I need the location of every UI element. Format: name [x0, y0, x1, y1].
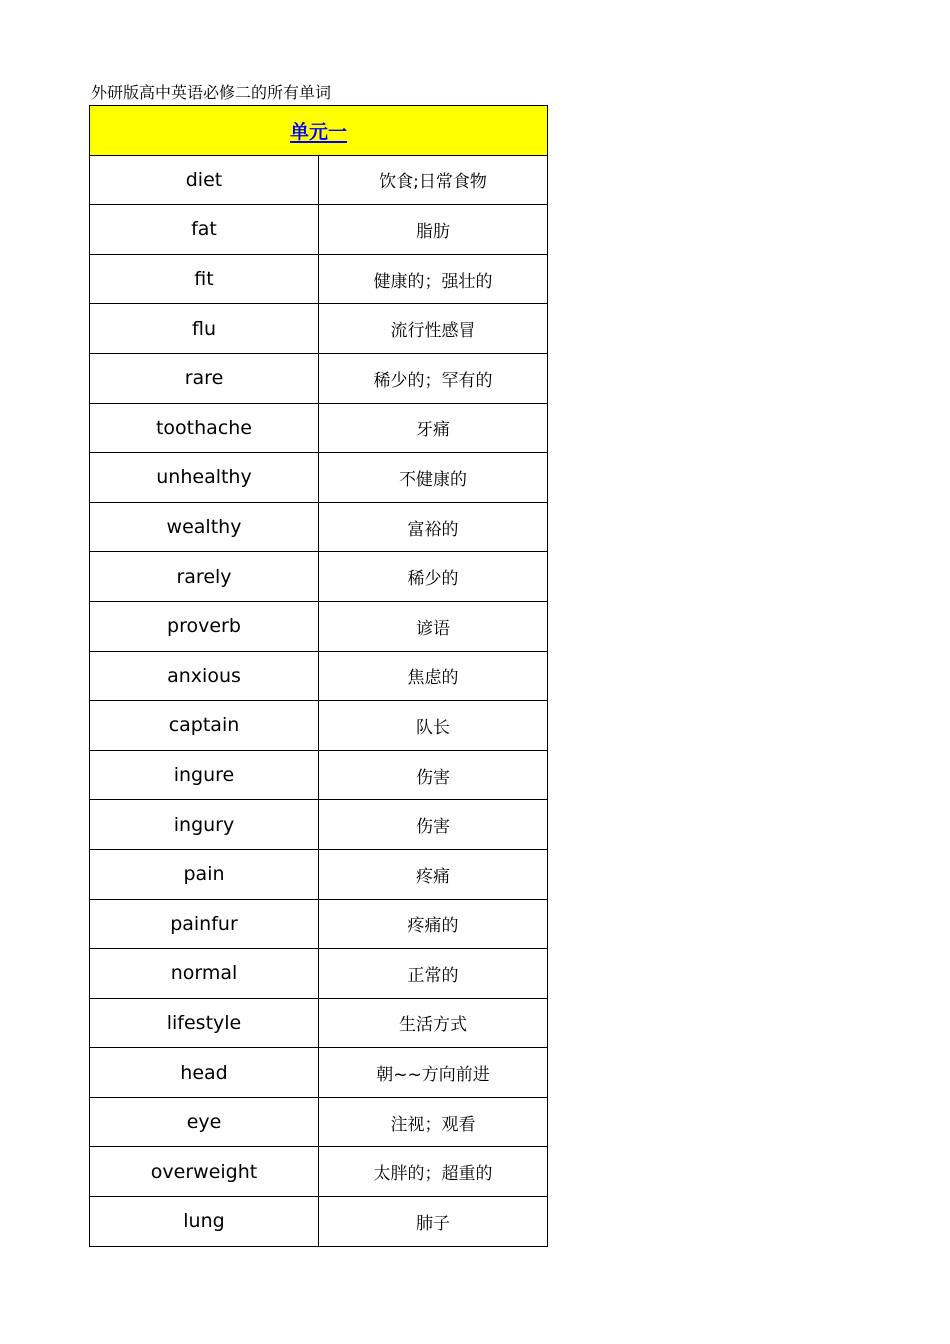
word-cell: captain [90, 701, 319, 751]
meaning-cell: 生活方式 [319, 998, 548, 1048]
table-row [90, 949, 548, 999]
word-cell: proverb [90, 601, 319, 651]
table-row [90, 601, 548, 651]
vocabulary-table [89, 105, 548, 1247]
meaning-cell: 疼痛的 [319, 899, 548, 949]
word-cell: painfur [90, 899, 319, 949]
table-row [90, 899, 548, 949]
meaning-cell: 不健康的 [319, 453, 548, 503]
table-row [90, 998, 548, 1048]
meaning-cell: 伤害 [319, 750, 548, 800]
table-row [90, 502, 548, 552]
table-row [90, 1197, 548, 1247]
meaning-cell: 队长 [319, 701, 548, 751]
unit-header-row [90, 106, 548, 156]
table-row [90, 701, 548, 751]
table-row [90, 849, 548, 899]
word-cell: lifestyle [90, 998, 319, 1048]
word-cell: normal [90, 949, 319, 999]
table-row [90, 155, 548, 205]
meaning-cell: 疼痛 [319, 849, 548, 899]
vocabulary-table-body [90, 106, 548, 1247]
word-cell: rare [90, 353, 319, 403]
word-cell: rarely [90, 552, 319, 602]
word-cell: unhealthy [90, 453, 319, 503]
word-cell: eye [90, 1097, 319, 1147]
word-cell: fit [90, 254, 319, 304]
table-row [90, 403, 548, 453]
table-row [90, 453, 548, 503]
table-row [90, 205, 548, 255]
table-row [90, 800, 548, 850]
word-cell: ingure [90, 750, 319, 800]
table-row [90, 353, 548, 403]
meaning-cell: 健康的；强壮的 [319, 254, 548, 304]
word-cell: anxious [90, 651, 319, 701]
table-row [90, 1048, 548, 1098]
meaning-cell: 饮食;日常食物 [319, 155, 548, 205]
table-row [90, 304, 548, 354]
unit-header-label: 单元一 [289, 120, 347, 143]
word-cell: diet [90, 155, 319, 205]
page-title: 外研版高中英语必修二的所有单词 [91, 83, 332, 102]
word-cell: ingury [90, 800, 319, 850]
word-cell: wealthy [90, 502, 319, 552]
meaning-cell: 伤害 [319, 800, 548, 850]
meaning-cell: 谚语 [319, 601, 548, 651]
meaning-cell: 流行性感冒 [319, 304, 548, 354]
meaning-cell: 朝~~方向前进 [319, 1048, 548, 1098]
table-row [90, 254, 548, 304]
meaning-cell: 太胖的；超重的 [319, 1147, 548, 1197]
meaning-cell: 富裕的 [319, 502, 548, 552]
table-row [90, 750, 548, 800]
unit-header-cell [90, 106, 548, 156]
meaning-cell: 注视；观看 [319, 1097, 548, 1147]
table-row [90, 1097, 548, 1147]
word-cell: lung [90, 1197, 319, 1247]
meaning-cell: 稀少的；罕有的 [319, 353, 548, 403]
meaning-cell: 焦虑的 [319, 651, 548, 701]
meaning-cell: 牙痛 [319, 403, 548, 453]
table-row [90, 651, 548, 701]
table-row [90, 1147, 548, 1197]
word-cell: flu [90, 304, 319, 354]
meaning-cell: 稀少的 [319, 552, 548, 602]
word-cell: fat [90, 205, 319, 255]
meaning-cell: 脂肪 [319, 205, 548, 255]
word-cell: overweight [90, 1147, 319, 1197]
meaning-cell: 肺子 [319, 1197, 548, 1247]
word-cell: head [90, 1048, 319, 1098]
table-row [90, 552, 548, 602]
word-cell: toothache [90, 403, 319, 453]
meaning-cell: 正常的 [319, 949, 548, 999]
word-cell: pain [90, 849, 319, 899]
